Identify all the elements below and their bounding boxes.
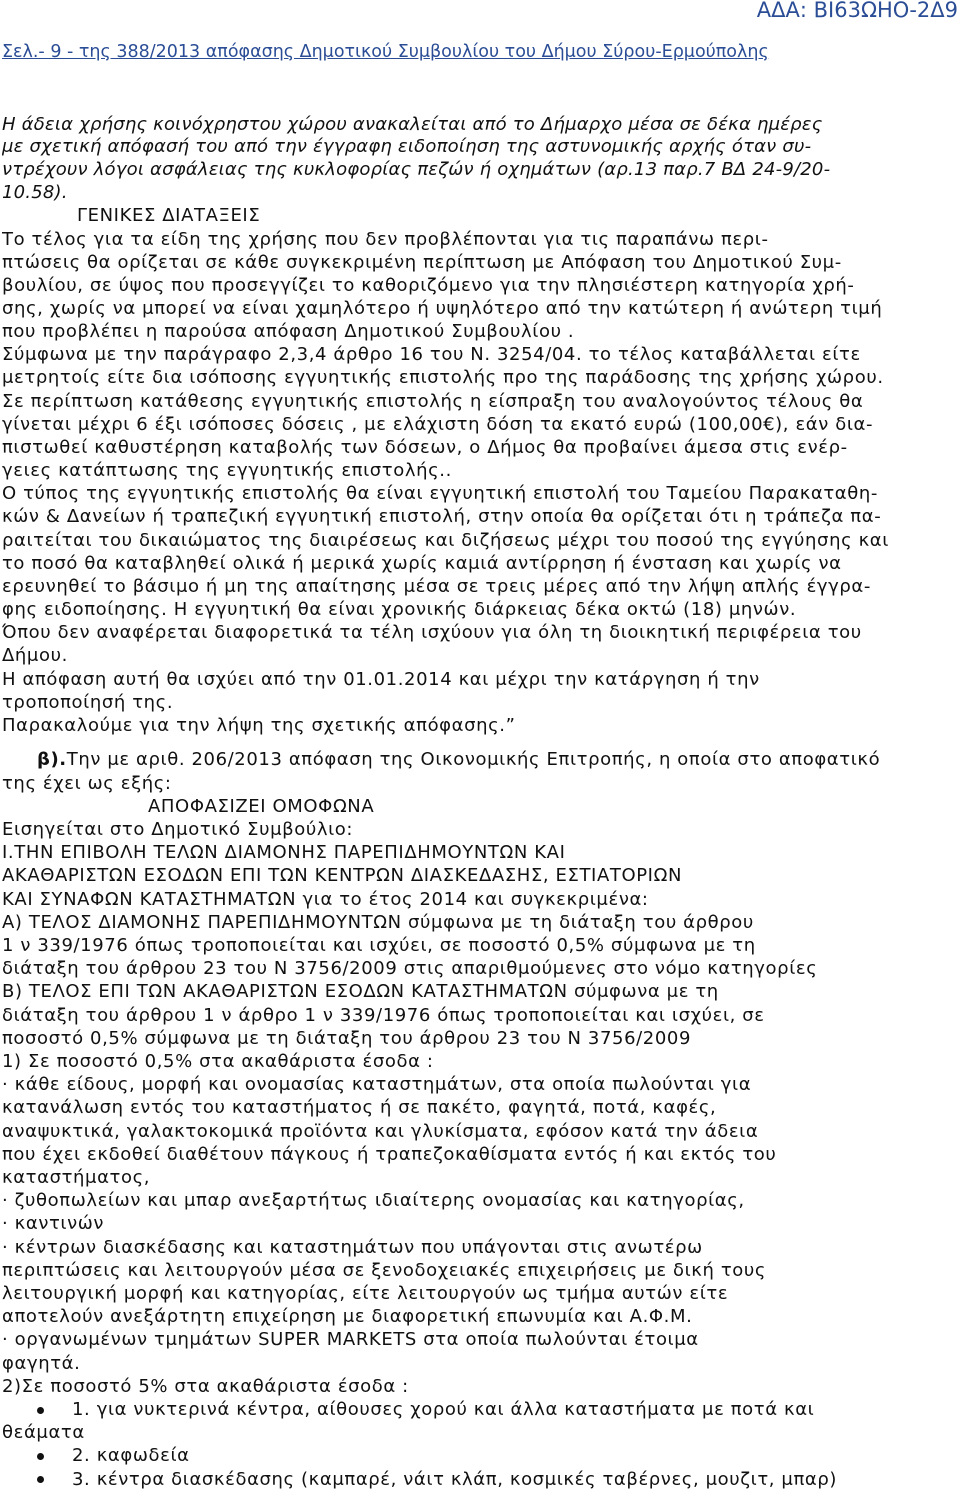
paragraph-line: βουλίου, σε ύψος που προσεγγίζει το καθοριζόμενο για την πλησιέστερη κατηγορία χρή- — [2, 274, 855, 296]
bullet-text: 1. για νυκτερινά κέντρα, αίθουσες χορού και άλλα καταστήματα με ποτά και — [72, 1399, 815, 1421]
list-item: · κάθε είδους, μορφή και ονομασίας καταστημάτων, στα οποία πωλούνται για — [2, 1074, 752, 1096]
paragraph-line: ραιτείται του δικαιώματος της διαιρέσεως και διζήσεως μέχρι του ποσού της εγγύησης και — [2, 529, 889, 551]
paragraph-line: που προβλέπει η παρούσα απόφαση Δημοτικού Συμβουλίου . — [2, 321, 575, 343]
paragraph-line: Ο τύπος της εγγυητικής επιστολής θα είναι εγγυητική επιστολή του Ταμείου Παρακαταθη- — [2, 483, 878, 505]
decision-section — [2, 748, 958, 1491]
paragraph-line: Α) ΤΕΛΟΣ ΔΙΑΜΟΝΗΣ ΠΑΡΕΠΙΔΗΜΟΥΝΤΩΝ σύμφωνα με τη διάταξη του άρθρου — [2, 911, 754, 933]
paragraph-line: περιπτώσεις και λειτουργούν μέσα σε ξενοδοχειακές επιχειρήσεις με δική τους — [2, 1259, 767, 1281]
paragraph-line: Ι.ΤΗΝ ΕΠΙΒΟΛΗ ΤΕΛΩΝ ΔΙΑΜΟΝΗΣ ΠΑΡΕΠΙΔΗΜΟΥΝΤΩΝ ΚΑΙ — [2, 842, 566, 864]
decision-intro — [2, 748, 958, 771]
bullet-item — [2, 1444, 958, 1467]
paragraph-line: διάταξη του άρθρου 23 του Ν 3756/2009 στις απαριθμούμενες στο νόμο κατηγορίες — [2, 958, 818, 980]
bullet-icon — [37, 1453, 44, 1460]
paragraph-line: πιστωθεί καθυστέρηση καταβολής των δόσεων, ο Δήμος θα προβαίνει άμεσα στις ενέρ- — [2, 436, 848, 458]
decision-label: β). — [37, 749, 67, 771]
page-reference: Σελ.- 9 - της 388/2013 απόφασης Δημοτικού Συμβουλίου του Δήμου Σύρου-Ερμούπολης — [2, 42, 769, 62]
paragraph-line: Δήμου. — [2, 645, 68, 667]
paragraph-line: Β) ΤΕΛΟΣ ΕΠΙ ΤΩΝ ΑΚΑΘΑΡΙΣΤΩΝ ΕΣΟΔΩΝ ΚΑΤΑΣΤΗΜΑΤΩΝ σύμφωνα με τη — [2, 981, 719, 1003]
list-item: · καντινών — [2, 1213, 105, 1235]
paragraph-line: ντρέχουν λόγοι ασφάλειας της κυκλοφορίας πεζών ή οχημάτων (αρ.13 παρ.7 ΒΔ 24-9/20- — [2, 159, 831, 181]
paragraph-line: 2)Σε ποσοστό 5% στα ακαθάριστα έσοδα : — [2, 1375, 409, 1397]
paragraph-line: τροποποίησή της. — [2, 691, 174, 713]
paragraph-line: το ποσό θα καταβληθεί ολικά ή μερικά χωρίς καμιά αντίρρηση ή ένσταση και χωρίς να — [2, 552, 842, 574]
paragraph-line: φης ειδοποίησης. Η εγγυητική θα είναι χρονικής διάρκειας δέκα οκτώ (18) μηνών. — [2, 599, 797, 621]
paragraph-line: πτώσεις θα ορίζεται σε κάθε συγκεκριμένη περίπτωση με Απόφαση του Δημοτικού Συμ- — [2, 251, 842, 273]
paragraph-line: γειες κατάπτωσης της εγγυητικής επιστολής.. — [2, 460, 452, 482]
paragraph-line: αποτελούν ανεξάρτητη επιχείρηση με διαφορετική επωνυμία και Α.Φ.Μ. — [2, 1306, 693, 1328]
bullet-icon — [37, 1476, 44, 1483]
paragraph-line: διάταξη του άρθρου 1 ν άρθρο 1 ν 339/1976 όπως τροποποιείται και ισχύει, σε — [2, 1004, 765, 1026]
paragraph-line: Σε περίπτωση κατάθεσης εγγυητικής επιστολής η είσπραξη του αναλογούντος τέλους θα — [2, 390, 864, 412]
paragraph-line: μετρητοίς είτε δια ισόποσης εγγυητικής επιστολής προ της παράδοσης της χρήσης χώρου. — [2, 367, 884, 389]
paragraph-line: Σύμφωνα με την παράγραφο 2,3,4 άρθρο 16 του Ν. 3254/04. το τέλος καταβάλλεται είτε — [2, 344, 861, 366]
paragraph-line: κών & Δανείων ή τραπεζική εγγυητική επιστολή, στην οποία θα ορίζεται ότι η τράπεζα πα- — [2, 506, 882, 528]
list-item: · οργανωμένων τμημάτων SUPER MARKETS στα οποία πωλούνται έτοιμα — [2, 1329, 699, 1351]
ada-code: ΑΔΑ: ΒΙ63ΩΗΟ-2Δ9 — [756, 0, 958, 22]
italic-paragraph — [2, 114, 958, 205]
paragraph-line: Παρακαλούμε για την λήψη της σχετικής απόφασης.” — [2, 714, 516, 736]
paragraph-line: φαγητά. — [2, 1352, 81, 1374]
list-item: · κέντρων διασκέδασης και καταστημάτων που υπάγονται στις ανωτέρω — [2, 1236, 703, 1258]
paragraph-line: ΑΚΑΘΑΡΙΣΤΩΝ ΕΣΟΔΩΝ ΕΠΙ ΤΩΝ ΚΕΝΤΡΩΝ ΔΙΑΣΚΕΔΑΣΗΣ, ΕΣΤΙΑΤΟΡΙΩΝ — [2, 865, 683, 887]
paragraph-line: Όπου δεν αναφέρεται διαφορετικά τα τέλη ισχύουν για όλη τη διοικητική περιφέρεια του — [2, 622, 862, 644]
paragraph-line: 1) Σε ποσοστό 0,5% στα ακαθάριστα έσοδα : — [2, 1051, 434, 1073]
bullet-continuation: θεάματα — [2, 1422, 85, 1444]
paragraph-line: Εισηγείται στο Δημοτικό Συμβούλιο: — [2, 819, 354, 840]
paragraph-line: 1 ν 339/1976 όπως τροποποιείται και ισχύει, σε ποσοστό 0,5% σύμφωνα με τη — [2, 935, 756, 957]
paragraph-line: γίνεται μέχρι 6 έξι ισόποσες δόσεις , με ελάχιστη δόση τα εκατό ευρώ (100,00€), εάν δια- — [2, 413, 874, 435]
paragraph-line: Η απόφαση αυτή θα ισχύει από την 01.01.2014 και μέχρι την κατάργηση ή την — [2, 668, 760, 690]
paragraph-line: ερευνηθεί το βάσιμο ή μη της απαίτησης μέσα σε τρεις μέρες από την λήψη απλής έγγρα- — [2, 575, 871, 597]
paragraph-line: με σχετική απόφασή του από την έγγραφη ειδοποίηση της αστυνομικής αρχής όταν συ- — [2, 136, 812, 158]
bullet-item — [2, 1398, 958, 1421]
bullet-text: 3. κέντρα διασκέδασης (καμπαρέ, νάιτ κλάπ, κοσμικές ταβέρνες, μουζιτ, μπαρ) — [72, 1468, 838, 1490]
paragraph-line: αναψυκτικά, γαλακτοκομικά προϊόντα και γλυκίσματα, εφόσον κατά την άδεια — [2, 1120, 759, 1142]
paragraph-line: 10.58). — [2, 181, 68, 203]
bullet-item — [2, 1468, 958, 1491]
paragraph-line: λειτουργική μορφή και κατηγορίας, είτε λειτουργούν ως τμήμα αυτών είτε — [2, 1283, 729, 1305]
paragraph-line: σης, χωρίς να μπορεί να είναι χαμηλότερο ή υψηλότερο από την κατώτερη ή ανώτερη τιμή — [2, 298, 883, 320]
paragraph-line: που έχει εκδοθεί διαθέτουν πάγκους ή τραπεζοκαθίσματα εντός ή και εκτός του — [2, 1143, 777, 1165]
general-provisions-section — [2, 204, 958, 737]
section-heading: ΓΕΝΙΚΕΣ ΔΙΑΤΑΞΕΙΣ — [77, 205, 261, 227]
decision-intro-text: Την με αριθ. 206/2013 απόφαση της Οικονομικής Επιτροπής, η οποία στο αποφατικό — [66, 749, 881, 771]
paragraph-line: ΚΑΙ ΣΥΝΑΦΩΝ ΚΑΤΑΣΤΗΜΑΤΩΝ για το έτος 2014 και συγκεκριμένα: — [2, 888, 649, 910]
paragraph-line: κατανάλωση εντός του καταστήματος ή σε πακέτο, φαγητά, ποτά, καφές, — [2, 1097, 717, 1119]
bullet-text: 2. καφωδεία — [72, 1445, 190, 1467]
paragraph-line: ποσοστό 0,5% σύμφωνα με τη διάταξη του άρθρου 23 του Ν 3756/2009 — [2, 1027, 692, 1049]
list-item: · ζυθοπωλείων και μπαρ ανεξαρτήτως ιδιαίτερης ονομασίας και κατηγορίας, — [2, 1190, 745, 1212]
paragraph-line: Η άδεια χρήσης κοινόχρηστου χώρου ανακαλείται από το Δήμαρχο μέσα σε δέκα ημέρες — [2, 113, 823, 135]
decision-heading: ΑΠΟΦΑΣΙΖΕΙ ΟΜΟΦΩΝΑ — [148, 795, 375, 817]
paragraph-line: καταστήματος, — [2, 1167, 151, 1189]
paragraph-line: Το τέλος για τα είδη της χρήσης που δεν προβλέπονται για τις παραπάνω περι- — [2, 228, 769, 250]
bullet-icon — [37, 1407, 44, 1414]
paragraph-line: της έχει ως εξής: — [2, 772, 172, 794]
